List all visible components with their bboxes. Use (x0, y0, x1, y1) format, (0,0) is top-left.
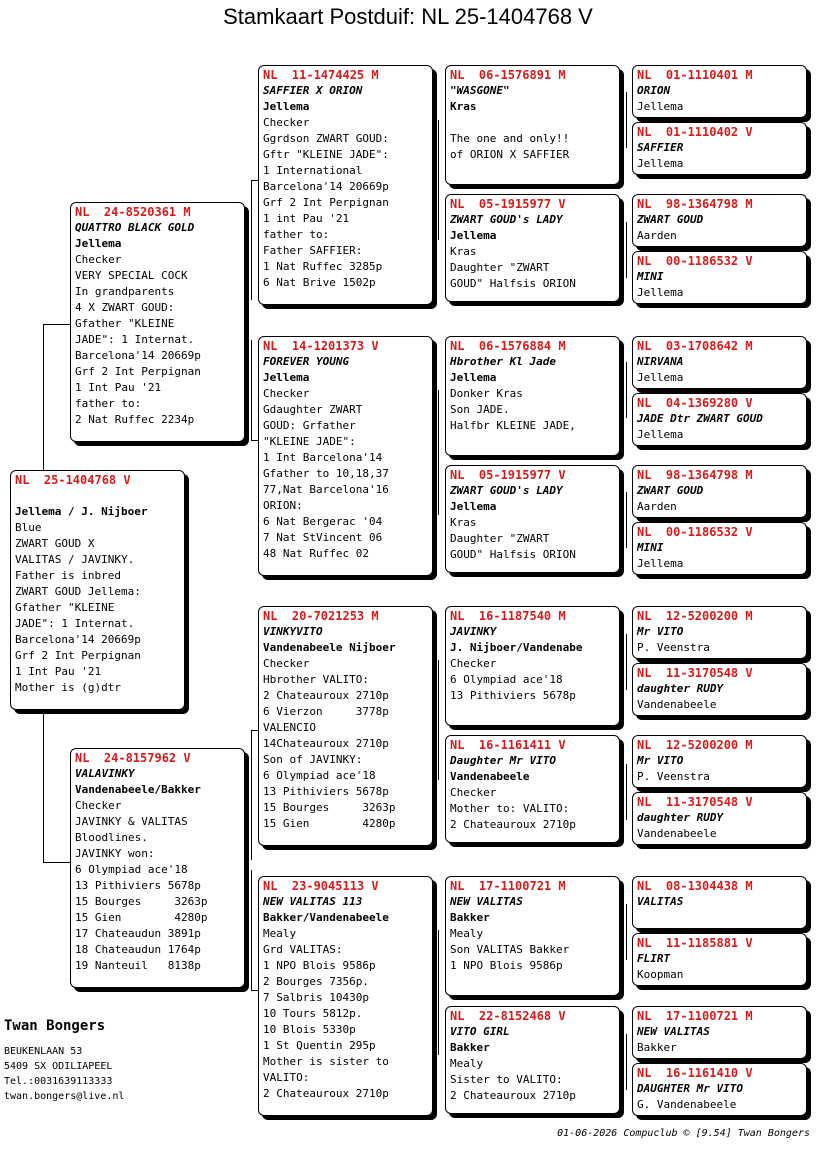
info-line (450, 115, 615, 131)
info-line: Gftr "KLEINE JADE": (263, 148, 389, 161)
ring-number: NL 17-1100721 M (450, 879, 566, 893)
info-line: Donker Kras (450, 387, 523, 400)
pigeon-name: "WASGONE" (450, 84, 510, 97)
info-line: 7 Salbris 10430p (263, 991, 369, 1004)
connector-line (438, 390, 439, 515)
info-line: VALITO: (263, 1071, 310, 1084)
info-line: Mother to: VALITO: (450, 802, 570, 815)
info-line: 15 Gien 4280p (263, 817, 396, 830)
info-line: 15 Bourges 3263p (75, 895, 208, 908)
connector-line (251, 870, 252, 990)
info-line: Daughter "ZWART (450, 261, 550, 274)
ring-number: NL 06-1576884 M (450, 339, 566, 353)
ring-number: NL 11-3170548 V (637, 666, 753, 680)
info-line: Jellema (637, 286, 684, 299)
connector-line (251, 340, 252, 440)
info-line: 6 Olympiad ace'18 (450, 673, 563, 686)
info-line: JADE": 1 Internat. (75, 333, 195, 346)
pedigree-card-mm[interactable] (258, 876, 433, 1116)
pedigree-card-g12[interactable] (632, 792, 807, 845)
info-line: Gfather "KLEINE (75, 317, 175, 330)
info-line: 1 Int Pau '21 (15, 665, 102, 678)
info-line: 1 Int Pau '21 (75, 381, 162, 394)
pigeon-name: VITO GIRL (450, 1025, 510, 1038)
ring-number: NL 14-1201373 V (263, 339, 379, 353)
pedigree-card-mmm[interactable] (445, 1006, 620, 1114)
info-line: Hbrother VALITO: (263, 673, 369, 686)
info-line: Vandenabeele (637, 698, 717, 711)
info-line: "KLEINE JADE": (263, 435, 356, 448)
info-line: of ORION X SAFFIER (450, 148, 570, 161)
info-line: 2 Chateauroux 2710p (263, 1087, 389, 1100)
info-line: 1 NPO Blois 9586p (450, 959, 563, 972)
ring-number: NL 16-1161411 V (450, 738, 566, 752)
info-line: father to: (263, 228, 330, 241)
info-line: 6 Nat Brive 1502p (263, 276, 376, 289)
pigeon-name: VALAVINKY (75, 767, 135, 780)
info-line: 6 Olympiad ace'18 (263, 769, 376, 782)
info-line: Grf 2 Int Perpignan (15, 649, 141, 662)
info-line: Daughter "ZWART (450, 532, 550, 545)
pedigree-card-ffm[interactable] (445, 194, 620, 302)
owner-name: Jellema (450, 500, 497, 513)
info-line: Barcelona'14 20669p (263, 180, 389, 193)
ring-number: NL 00-1186532 V (637, 254, 753, 268)
owner-name: Kras (450, 100, 477, 113)
info-line: JAVINKY & VALITAS (75, 815, 188, 828)
ring-number: NL 22-8152468 V (450, 1009, 566, 1023)
pedigree-card-m[interactable] (70, 748, 245, 988)
pigeon-name: daughter RUDY (637, 811, 724, 824)
info-line: Checker (450, 786, 497, 799)
info-line: Kras (450, 516, 477, 529)
connector-line (43, 862, 71, 863)
info-line: GOUD" Halfsis ORION (450, 548, 576, 561)
ring-number: NL 03-1708642 M (637, 339, 753, 353)
info-line: GOUD" Halfsis ORION (450, 277, 576, 290)
pigeon-name: NEW VALITAS (450, 895, 523, 908)
connector-line (626, 92, 627, 148)
ring-number: NL 00-1186532 V (637, 525, 753, 539)
pigeon-name: NIRVANA (637, 355, 684, 368)
pigeon-name: Hbrother Kl Jade (450, 355, 556, 368)
ring-number: NL 08-1304438 M (637, 879, 753, 893)
info-line: P. Veenstra (637, 770, 710, 783)
connector-line (43, 712, 44, 862)
info-line: 6 Vierzon 3778p (263, 705, 389, 718)
ring-number: NL 24-8157962 V (75, 751, 191, 765)
connector-line (626, 1034, 627, 1090)
pedigree-card-g5[interactable] (632, 336, 807, 389)
info-line: ZWART GOUD X (15, 537, 95, 550)
owner-name: Bakker/Vandenabeele (263, 911, 389, 924)
pedigree-card-ff[interactable] (258, 65, 433, 305)
info-line: 7 Nat StVincent 06 (263, 531, 383, 544)
ring-number: NL 11-3170548 V (637, 795, 753, 809)
info-line: 1 NPO Blois 9586p (263, 959, 376, 972)
pedigree-card-fmm[interactable] (445, 465, 620, 573)
info-line: Grf 2 Int Perpignan (75, 365, 201, 378)
breeder-email[interactable]: twan.bongers@live.nl (4, 1091, 125, 1102)
pigeon-name: JADE Dtr ZWART GOUD (637, 412, 763, 425)
pedigree-card-fmf[interactable] (445, 336, 620, 456)
info-line: ZWART GOUD Jellema: (15, 585, 141, 598)
info-line: Mealy (450, 927, 484, 940)
ring-number: NL 23-9045113 V (263, 879, 379, 893)
info-line: 13 Pithiviers 5678p (450, 689, 576, 702)
info-line: 10 Tours 5812p. (263, 1007, 363, 1020)
pigeon-name: QUATTRO BLACK GOLD (75, 221, 195, 234)
info-line: ORION: (263, 499, 303, 512)
info-line: Gdaughter ZWART (263, 403, 363, 416)
info-line: 13 Pithiviers 5678p (263, 785, 389, 798)
connector-line (251, 730, 252, 860)
info-line: Gfather to 10,18,37 (263, 467, 389, 480)
breeder-address: BEUKENLAAN 53 (4, 1046, 83, 1057)
ring-number: NL 04-1369280 V (637, 396, 753, 410)
info-line: 48 Nat Ruffec 02 (263, 547, 369, 560)
info-line: Halfbr KLEINE JADE, (450, 419, 576, 432)
pedigree-card-mf[interactable] (258, 606, 433, 846)
pigeon-name: DAUGHTER Mr VITO (637, 1082, 743, 1095)
ring-number: NL 20-7021253 M (263, 609, 379, 623)
pigeon-name: JAVINKY (450, 625, 497, 638)
info-line: Grf 2 Int Perpignan (263, 196, 389, 209)
info-line: P. Veenstra (637, 641, 710, 654)
ring-number: NL 16-1161410 V (637, 1066, 753, 1080)
info-line: VERY SPECIAL COCK (75, 269, 188, 282)
connector-line (251, 180, 252, 300)
info-line: 2 Chateauroux 2710p (263, 689, 389, 702)
info-line: 4 X ZWART GOUD: (75, 301, 175, 314)
ring-number: NL 24-8520361 M (75, 205, 191, 219)
pigeon-name: VALITAS (637, 895, 684, 908)
ring-number: NL 11-1474425 M (263, 68, 379, 82)
connector-line (43, 324, 71, 325)
owner-name: Bakker (450, 1041, 490, 1054)
pigeon-name: MINI (637, 541, 664, 554)
info-line: Son VALITAS Bakker (450, 943, 570, 956)
pigeon-name: NEW VALITAS 113 (263, 895, 363, 908)
info-line: Bakker (637, 1041, 677, 1054)
pedigree-card-f[interactable] (70, 202, 245, 442)
ring-number: NL 98-1364798 M (637, 468, 753, 482)
owner-name: Jellema / J. Nijboer (15, 505, 148, 518)
owner-name: Vandenabeele (450, 770, 530, 783)
pigeon-name: VINKYVITO (263, 625, 323, 638)
info-line: Checker (75, 253, 122, 266)
connector-line (626, 492, 627, 548)
ring-number: NL 06-1576891 M (450, 68, 566, 82)
info-line: 1 int Pau '21 (263, 212, 350, 225)
breeder-phone: Tel.:0031639113333 (4, 1076, 113, 1087)
info-line: Jellema (637, 557, 684, 570)
info-line: Mealy (263, 927, 297, 940)
ring-number: NL 98-1364798 M (637, 197, 753, 211)
owner-name: J. Nijboer/Vandenabe (450, 641, 583, 654)
info-line: 10 Blois 5330p (263, 1023, 356, 1036)
info-line: 6 Olympiad ace'18 (75, 863, 188, 876)
info-line: Blue (15, 521, 42, 534)
ring-number: NL 12-5200200 M (637, 738, 753, 752)
pedigree-card-g3[interactable] (632, 194, 807, 247)
ring-number: NL 01-1110402 V (637, 125, 753, 139)
connector-line (438, 930, 439, 1055)
info-line: 2 Chateauroux 2710p (450, 818, 576, 831)
pigeon-name: ZWART GOUD (637, 213, 704, 226)
info-line: 1 Int Barcelona'14 (263, 451, 383, 464)
pedigree-card-g1[interactable] (632, 65, 807, 118)
info-line: Father SAFFIER: (263, 244, 363, 257)
info-line: 15 Bourges 3263p (263, 801, 396, 814)
ring-number: NL 25-1404768 V (15, 473, 131, 487)
pedigree-card-g4[interactable] (632, 251, 807, 304)
info-line: Jellema (637, 157, 684, 170)
ring-number: NL 05-1915977 V (450, 197, 566, 211)
pedigree-card-g14[interactable] (632, 933, 807, 986)
breeder-name: Twan Bongers (4, 1018, 106, 1034)
info-line: Bloodlines. (75, 831, 148, 844)
pigeon-name: ZWART GOUD (637, 484, 704, 497)
info-line: 13 Pithiviers 5678p (75, 879, 201, 892)
pedigree-card-g8[interactable] (632, 522, 807, 575)
info-line: In grandparents (75, 285, 175, 298)
connector-line (626, 764, 627, 820)
owner-name: Jellema (450, 371, 497, 384)
pedigree-card-mff[interactable] (445, 606, 620, 726)
info-line: Mother is (g)dtr (15, 681, 121, 694)
pedigree-card-g16[interactable] (632, 1063, 807, 1116)
info-line: Barcelona'14 20669p (75, 349, 201, 362)
ring-number: NL 12-5200200 M (637, 609, 753, 623)
connector-line (438, 120, 439, 240)
info-line: Jellema (637, 371, 684, 384)
info-line: 1 International (263, 164, 363, 177)
info-line: VALITAS / JAVINKY. (15, 553, 135, 566)
info-line: Jellema (637, 100, 684, 113)
pigeon-name: daughter RUDY (637, 682, 724, 695)
pedigree-card-g10[interactable] (632, 663, 807, 716)
info-line: Mother is sister to (263, 1055, 389, 1068)
info-line: 19 Nanteuil 8138p (75, 959, 201, 972)
pigeon-name: MINI (637, 270, 664, 283)
pedigree-card-g6[interactable] (632, 393, 807, 446)
info-line: Gfather "KLEINE (15, 601, 115, 614)
info-line: Grd VALITAS: (263, 943, 343, 956)
connector-line (626, 634, 627, 690)
info-line: Kras (450, 245, 477, 258)
pedigree-card-g9[interactable] (632, 606, 807, 659)
info-line: Son JADE. (450, 403, 510, 416)
ring-number: NL 16-1187540 M (450, 609, 566, 623)
info-line: Ggrdson ZWART GOUD: (263, 132, 389, 145)
pedigree-card-mfm[interactable] (445, 735, 620, 843)
info-line: Mealy (450, 1057, 484, 1070)
pedigree-card-mmf[interactable] (445, 876, 620, 996)
connector-line (626, 904, 627, 960)
pigeon-name: FLIRT (637, 952, 671, 965)
ring-number: NL 01-1110401 M (637, 68, 753, 82)
ring-number: NL 11-1185881 V (637, 936, 753, 950)
info-line: Barcelona'14 20669p (15, 633, 141, 646)
info-line: 2 Nat Ruffec 2234p (75, 413, 195, 426)
connector-line (626, 362, 627, 418)
print-stamp: 01-06-2026 Compuclub © [9.54] Twan Bongers (557, 1128, 810, 1139)
ring-number: NL 17-1100721 M (637, 1009, 753, 1023)
pigeon-name: SAFFIER X ORION (263, 84, 363, 97)
info-line: 2 Chateauroux 2710p (450, 1089, 576, 1102)
owner-name: Vandenabeele/Bakker (75, 783, 201, 796)
info-line: Son of JAVINKY: (263, 753, 363, 766)
info-line: 1 St Quentin 295p (263, 1039, 376, 1052)
connector-line (438, 660, 439, 780)
pigeon-name: SAFFIER (637, 141, 684, 154)
info-line: 14Chateauroux 2710p (263, 737, 389, 750)
pigeon-name: ORION (637, 84, 671, 97)
ring-number: NL 05-1915977 V (450, 468, 566, 482)
page-title: Stamkaart Postduif: NL 25-1404768 V (223, 4, 593, 29)
pedigree-card-g2[interactable] (632, 122, 807, 175)
connector-line (43, 324, 44, 470)
pigeon-name: ZWART GOUD's LADY (450, 484, 563, 497)
pedigree-card-subject[interactable] (10, 470, 185, 710)
info-line: Vandenabeele (637, 827, 717, 840)
pigeon-name: FOREVER YOUNG (263, 355, 350, 368)
spacer (15, 488, 180, 504)
owner-name: Vandenabeele Nijboer (263, 641, 396, 654)
info-line: 1 Nat Ruffec 3285p (263, 260, 383, 273)
pedigree-card-g13[interactable] (632, 876, 807, 929)
info-line: Aarden (637, 229, 677, 242)
info-line: Koopman (637, 968, 684, 981)
info-line: 18 Chateaudun 1764p (75, 943, 201, 956)
info-line: Checker (75, 799, 122, 812)
connector-line (626, 222, 627, 278)
pedigree-card-fff[interactable] (445, 65, 620, 185)
pedigree-card-g11[interactable] (632, 735, 807, 788)
owner-name: Bakker (450, 911, 490, 924)
owner-name: Jellema (450, 229, 497, 242)
info-line: 2 Bourges 7356p. (263, 975, 369, 988)
info-line: Checker (450, 657, 497, 670)
info-line: Aarden (637, 500, 677, 513)
info-line: 15 Gien 4280p (75, 911, 208, 924)
info-line: The one and only!! (450, 132, 570, 145)
pigeon-name: NEW VALITAS (637, 1025, 710, 1038)
breeder-postcode: 5409 SX ODILIAPEEL (4, 1061, 113, 1072)
info-line: Checker (263, 387, 310, 400)
info-line: GOUD: Grfather (263, 419, 356, 432)
info-line: JAVINKY won: (75, 847, 155, 860)
info-line: 77,Nat Barcelona'16 (263, 483, 389, 496)
pigeon-name: Daughter Mr VITO (450, 754, 556, 767)
info-line: Jellema (637, 428, 684, 441)
info-line: 6 Nat Bergerac '04 (263, 515, 383, 528)
owner-name: Jellema (263, 100, 310, 113)
info-line: Father is inbred (15, 569, 121, 582)
pigeon-name: ZWART GOUD's LADY (450, 213, 563, 226)
info-line: Sister to VALITO: (450, 1073, 563, 1086)
owner-name: Jellema (75, 237, 122, 250)
pigeon-name: Mr VITO (637, 625, 684, 638)
pedigree-card-g15[interactable] (632, 1006, 807, 1059)
info-line: father to: (75, 397, 142, 410)
pigeon-name: Mr VITO (637, 754, 684, 767)
owner-name: Jellema (263, 371, 310, 384)
info-line: VALENCIO (263, 721, 316, 734)
info-line: 17 Chateaudun 3891p (75, 927, 201, 940)
info-line: JADE": 1 Internat. (15, 617, 135, 630)
pedigree-card-fm[interactable] (258, 336, 433, 576)
info-line: G. Vandenabeele (637, 1098, 737, 1111)
info-line: Checker (263, 116, 310, 129)
pedigree-card-g7[interactable] (632, 465, 807, 518)
info-line: Checker (263, 657, 310, 670)
